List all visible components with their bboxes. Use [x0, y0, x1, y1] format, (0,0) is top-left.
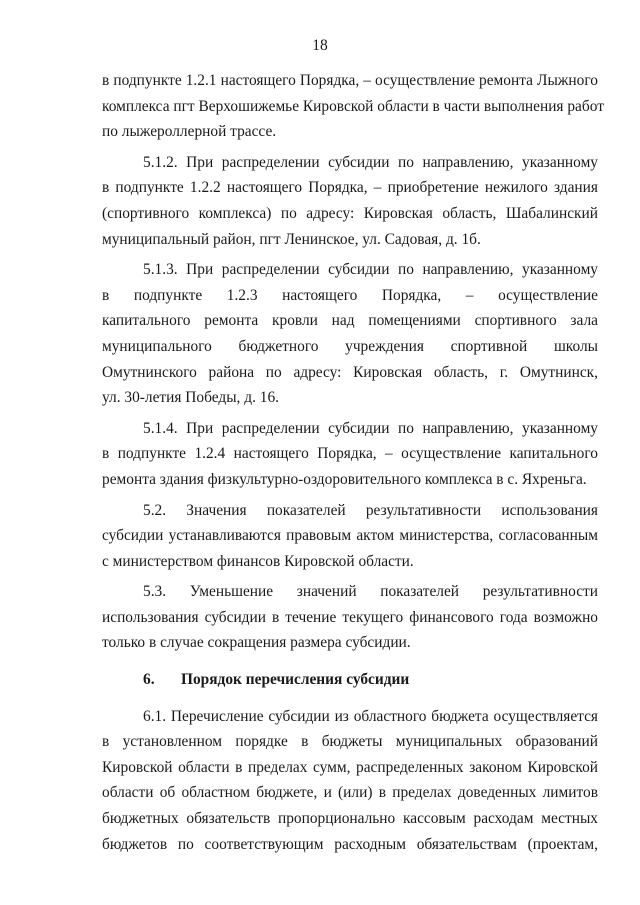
text-line: 5.1.4. При распределении субсидии по направлению, указанному	[143, 419, 598, 437]
paragraph-5-2	[102, 498, 598, 575]
text-line: (спортивного комплекса) по адресу: Кировская область, Шабалинский	[102, 204, 598, 222]
text-line: в подпункте 1.2.4 настоящего Порядка, – осуществление капитального	[102, 445, 598, 463]
text-line: в установленном порядке в бюджеты муниципальных образований	[102, 733, 598, 751]
page-number: 18	[312, 37, 328, 54]
paragraph	[102, 68, 604, 145]
text-line: по лыжероллерной трассе.	[102, 123, 277, 141]
document-body	[102, 68, 604, 857]
text-line: в подпункте 1.2.1 настоящего Порядка, – осуществление ремонта Лыжного	[102, 72, 598, 89]
paragraph-6-1	[102, 704, 598, 858]
text-line: муниципального бюджетного учреждения спортивной школы	[102, 337, 598, 355]
text-line: ремонта здания физкультурно-оздоровительного комплекса в с. Яхреньга.	[102, 470, 587, 488]
text-line: области об областном бюджете, и (или) в пределах доведенных лимитов	[102, 784, 598, 802]
text-line: в подпункте 1.2.3 настоящего Порядка, – осуществление	[102, 286, 598, 304]
text-line: 5.1.2. При распределении субсидии по направлению, указанному	[143, 153, 598, 171]
text-line: ул. 30-летия Победы, д. 16.	[102, 389, 280, 407]
text-line: комплекса пгт Верхошижемье Кировской области в части выполнения работ	[102, 97, 604, 115]
paragraph-5-1-4	[102, 416, 598, 493]
text-line: 5.1.3. При распределении субсидии по направлению, указанному	[143, 261, 598, 279]
text-line: 5.3. Уменьшение значений показателей результативности	[143, 583, 598, 601]
text-line: 5.2. Значения показателей результативности использования	[143, 501, 598, 519]
section-title: Порядок перечисления субсидии	[181, 671, 410, 689]
text-line: бюджетов по соответствующим расходным обязательствам (проектам,	[102, 835, 598, 853]
section-heading	[102, 667, 598, 693]
text-line: муниципальный район, пгт Ленинское, ул. Садовая, д. 1б.	[102, 230, 481, 248]
text-line: субсидии устанавливаются правовым актом министерства, согласованным	[102, 527, 598, 545]
text-line: только в случае сокращения размера субсидии.	[102, 634, 411, 652]
text-line: Кировской области в пределах сумм, распределенных законом Кировской	[102, 758, 598, 776]
text-line: Омутнинского района по адресу: Кировская область, г. Омутнинск,	[102, 363, 598, 381]
section-number: 6.	[143, 671, 155, 689]
text-line: 6.1. Перечисление субсидии из областного бюджета осуществляется	[143, 707, 598, 725]
text-line: с министерством финансов Кировской области.	[102, 552, 414, 570]
paragraph-5-1-3	[102, 257, 598, 411]
paragraph-5-3	[102, 579, 598, 656]
text-line: бюджетных обязательств пропорционально кассовым расходам местных	[102, 810, 598, 828]
paragraph-5-1-2	[102, 150, 598, 252]
text-line: использования субсидии в течение текущего финансового года возможно	[102, 608, 598, 626]
text-line: капитального ремонта кровли над помещениями спортивного зала	[102, 312, 598, 330]
text-line: в подпункте 1.2.2 настоящего Порядка, – приобретение нежилого здания	[102, 179, 598, 197]
